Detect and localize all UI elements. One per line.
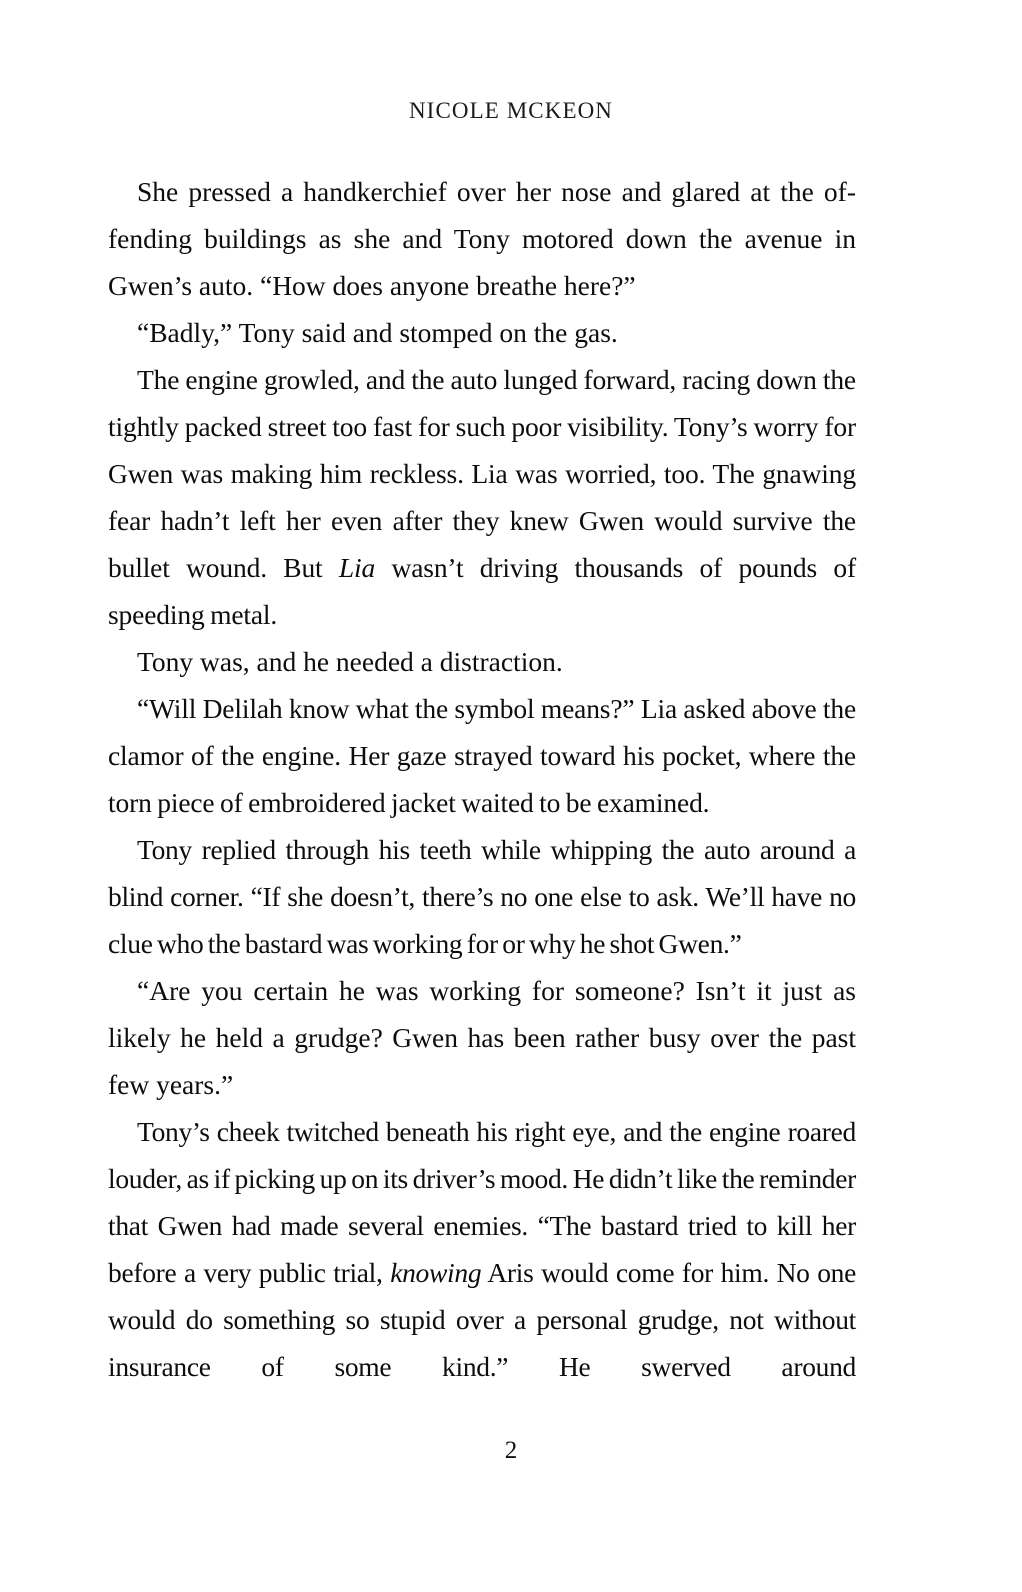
- paragraph: [108, 967, 856, 1108]
- paragraph-text: “Will Delilah know what the symbol means?” Lia asked above the clamor of the engine. Her gaze strayed toward his pocket, where the torn piece of embroidered jacket waited to be examined.: [108, 693, 856, 818]
- paragraph: [108, 638, 856, 685]
- paragraph: [108, 826, 856, 967]
- paragraph: [108, 1108, 856, 1390]
- paragraph-text: She pressed a handkerchief over her nose and glared at the of-fending buildings as she and Tony motored down the avenue in Gwen’s auto. “How does anyone breathe here?”: [108, 176, 856, 301]
- paragraph: [108, 168, 856, 309]
- paragraph-text: Tony replied through his teeth while whipping the auto around a blind corner. “If she doesn’t, there’s no one else to ask. We’ll have no clue who the bastard was working for or why he shot Gwen.”: [108, 834, 856, 959]
- running-head: NICOLE MCKEON: [408, 98, 614, 123]
- paragraph-text: “Badly,” Tony said and stomped on the gas.: [137, 317, 618, 348]
- page-number: 2: [504, 1437, 518, 1464]
- paragraph-text-after-italic: wasn’t driving thousands of pounds of speeding metal.: [108, 552, 856, 630]
- paragraph: [108, 356, 856, 638]
- paragraph-text-before-italic: The engine growled, and the auto lunged forward, racing down the tightly packed street too fast for such poor visibility. Tony’s worry for Gwen was making him reckless. Lia was worried, too. The gnawing fear hadn’t left her even after they knew Gwen would survive the bullet wound. But: [108, 364, 856, 583]
- paragraph-text-after-italic: Aris would come for him. No one would do something so stupid over a personal grudge, not without insurance of some kind.” He swerved around: [108, 1257, 857, 1382]
- paragraph: [108, 309, 856, 356]
- italic-emphasis: Lia: [338, 552, 376, 583]
- paragraph-text: Tony was, and he needed a distraction.: [137, 646, 563, 677]
- body-text-block: [108, 168, 856, 1390]
- paragraph-text-before-italic: Tony’s cheek twitched beneath his right eye, and the engine roared louder, as if picking up on its driver’s mood. He didn’t like the reminder that Gwen had made several enemies. “The bastard tried to kill her before a very public trial,: [108, 1116, 856, 1288]
- paragraph: [108, 685, 856, 826]
- paragraph-text: “Are you certain he was working for someone? Isn’t it just as likely he held a grudge? Gwen has been rather busy over the past few years.”: [108, 975, 856, 1100]
- italic-emphasis: knowing: [390, 1257, 482, 1288]
